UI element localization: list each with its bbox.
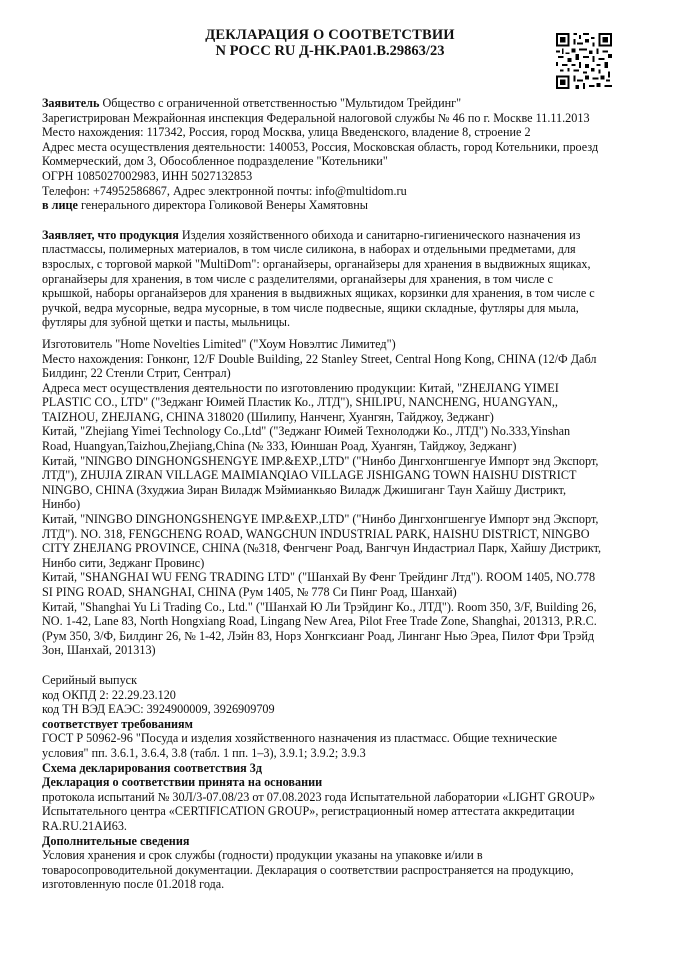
- extra-line: изготовленную после 01.2018 года.: [42, 877, 225, 892]
- manufacturer-line: Изготовитель "Home Novelties Limited" ("Хоум Новэлтис Лимитед"): [42, 336, 396, 351]
- product-line: крышкой, наборы органайзеров для хранения в выдвижных ящиках, корзинки для хранения, в том числе с: [42, 286, 595, 301]
- scheme-label: Схема декларирования соответствия 3д: [42, 760, 263, 775]
- qr-code-icon: [556, 33, 612, 89]
- basis-line: протокола испытаний № 30Л/3-07.08/23 от 07.08.2023 года Испытательной лаборатории «LIGHT GROUP»: [42, 789, 596, 804]
- product-line: [42, 228, 642, 243]
- applicant-line: [42, 96, 642, 111]
- basis-line: RA.RU.21АИ63.: [42, 818, 127, 833]
- applicant-person: [42, 198, 642, 213]
- tnved-code: код ТН ВЭД ЕАЭС: 3924900009, 3926909709: [42, 702, 275, 717]
- product-label: Заявляет, что продукция: [42, 227, 179, 242]
- manufacturer-line: Зон, Шанхай, 201313): [42, 643, 156, 658]
- extra-line: товаросопроводительной документации. Декларация о соответствии распространяется на продукцию,: [42, 862, 574, 877]
- manufacturer-line: Road, Huangyan,Taizhou,Zhejiang,China (№ 333, Юиншан Роад, Хуангян, Тайджоу, Зеджанг): [42, 439, 517, 454]
- applicant-person-name: генерального директора Голиковой Венеры Хамятовны: [77, 198, 368, 213]
- manufacturer-line: SI PING ROAD, SHANGHAI, CHINA (Рум 1405, № 778 Си Пинг Роад, Шанхай): [42, 585, 457, 599]
- applicant-location: Место нахождения: 117342, Россия, город Москва, улица Введенского, владение 8, строение 2: [42, 125, 531, 140]
- extra-section: [42, 834, 642, 892]
- applicant-activity-address-2: Коммерческий, дом 3, Обособленное подразделение "Котельники": [42, 154, 388, 169]
- applicant-name: Общество с ограниченной ответственностью "Мультидом Трейдинг": [99, 96, 462, 110]
- product-line: пластмассы, полимерных материалов, в том числе силикона, в наборах и отдельными предметами, для: [42, 242, 576, 257]
- product-text: Изделия хозяйственного обихода и санитарно-гигиенического назначения из: [178, 227, 581, 242]
- codes-section: [42, 673, 642, 717]
- basis-label: Декларация о соответствии принята на основании: [42, 775, 323, 790]
- requirements-section: [42, 717, 642, 775]
- manufacturer-line: Китай, "Zhejiang Yimei Technology Co.,Ltd" ("Зеджанг Юимей Технолоджи Ко., ЛТД") No.333,Yinshan: [42, 424, 571, 439]
- applicant-activity-address-1: Адрес места осуществления деятельности: 140053, Россия, Московская область, город Котельники, проезд: [42, 139, 599, 154]
- basis-line: Испытательного центра «CERTIFICATION GROUP», регистрационный номер аттестата аккредитации: [42, 804, 575, 819]
- manufacturer-line: Адреса мест осуществления деятельности по изготовлению продукции: Китай, "ZHEJIANG YIMEI: [42, 380, 559, 395]
- manufacturer-line: (Рум 350, 3/Ф, Билдинг 26, № 1-42, Лэйн 83, Норз Хонгксианг Роад, Линганг Нью Эреа, Пилот Фри Трэйд: [42, 628, 595, 643]
- product-line: футляры для зубной щетки и пасты, мыльницы.: [42, 315, 291, 330]
- manufacturer-line: Китай, "Shanghai Yu Li Trading Co., Ltd." ("Шанхай Ю Ли Трэйдинг Ко., ЛТД"). Room 350, 3/F, Building 26,: [42, 599, 597, 614]
- declaration-body: [42, 96, 642, 892]
- applicant-label: Заявитель: [42, 96, 100, 110]
- declaration-number: N РОСС RU Д-HK.PA01.B.29863/23: [215, 43, 445, 59]
- manufacturer-line: Нинбо): [42, 497, 81, 512]
- applicant-section: [42, 96, 642, 213]
- requirements-line: ГОСТ Р 50962-96 "Посуда и изделия хозяйственного назначения из пластмасс. Общие технические: [42, 731, 558, 746]
- product-line: взрослых, с торговой маркой "MultiDom": органайзеры, органайзеры для хранения в выдвижных ящиках,: [42, 256, 591, 271]
- product-line: органайзеры для хранения, в том числе с разделителями, органайзеры для хранения, в том числе с: [42, 271, 553, 286]
- applicant-contacts: Телефон: +74952586867, Адрес электронной почты: info@multidom.ru: [42, 183, 407, 198]
- requirements-line: условия" пп. 3.6.1, 3.6.4, 3.8 (табл. 1 пп. 1–3), 3.9.1; 3.9.2; 3.9.3: [42, 745, 366, 760]
- applicant-registered: Зарегистрирован Межрайонная инспекция Федеральной налоговой службы № 46 по г. Москве 11.11.2013: [42, 110, 590, 125]
- extra-label: Дополнительные сведения: [42, 833, 190, 848]
- manufacturer-line: Место нахождения: Гонконг, 12/F Double Building, 22 Stanley Street, Central Hong Kong, CHINA (12/Ф Дабл: [42, 351, 597, 366]
- manufacturer-section: [42, 337, 642, 658]
- manufacturer-line: Билдинг, 22 Стенли Стрит, Сентрал): [42, 366, 231, 381]
- manufacturer-line: ЛТД"). NO. 318, FENGCHENG ROAD, WANGCHUN INDUSTRIAL PARK, HAISHU DISTRICT, NINGBO: [42, 526, 590, 541]
- manufacturer-line: CITY ZHEJIANG PROVINCE, CHINA (№318, Фенгченг Роад, Вангчун Индастриал Парк, Хайшу Дистрикт,: [42, 541, 602, 556]
- manufacturer-line: Китай, "NINGBO DINGHONGSHENGYE IMP.&EXP.,LTD" ("Нинбо Дингхонгшенгуе Импорт энд Экспорт,: [42, 512, 599, 527]
- requirements-label: соответствует требованиям: [42, 716, 193, 731]
- manufacturer-line: ЛТД"), ZHUJIA ZIRAN VILLAGE MAIMIANQIAO VILLAGE JISHIGANG TOWN HAISHU DISTRICT: [42, 468, 577, 483]
- product-line: ручкой, ведра мусорные, ведра мусорные, в том числе подвесные, ящики складные, футляры для мыла,: [42, 300, 579, 315]
- extra-line: Условия хранения и срок службы (годности) продукции указаны на упаковке и/или в: [42, 848, 483, 863]
- applicant-ogrn: ОГРН 1085027002983, ИНН 5027132853: [42, 168, 253, 183]
- product-section: [42, 228, 642, 330]
- manufacturer-line: NINGBO, CHINA (Зхуджиа Зиран Виладж Мэймианкьяо Виладж Джишиганг Таун Хайшу Дистрикт,: [42, 482, 567, 497]
- basis-section: [42, 775, 642, 833]
- applicant-person-label: в лице: [42, 198, 78, 213]
- manufacturer-line: Нинбо сити, Зеджанг Провинс): [42, 555, 205, 570]
- serial-release: Серийный выпуск: [42, 672, 137, 687]
- title-block: [120, 27, 540, 59]
- page-title: ДЕКЛАРАЦИЯ О СООТВЕТСТВИИ: [205, 27, 455, 43]
- okpd-code: код ОКПД 2: 22.29.23.120: [42, 687, 176, 702]
- manufacturer-line: TAIZHOU, ZHEJIANG, CHINA 318020 (Шилипу, Нанченг, Хуангян, Тайджоу, Зеджанг): [42, 409, 494, 424]
- manufacturer-line: Китай, "NINGBO DINGHONGSHENGYE IMP.&EXP.,LTD" ("Нинбо Дингхонгшенгуе Импорт энд Экспорт,: [42, 453, 599, 468]
- manufacturer-line: NO. 1-42, Lane 83, North Hongxiang Road, Lingang New Area, Pilot Free Trade Zone, Shanghai, 201313, P.R.C.: [42, 614, 597, 629]
- manufacturer-line: Китай, "SHANGHAI WU FENG TRADING LTD" ("Шанхай Ву Фенг Трейдинг Лтд"). ROOM 1405, NO.778: [42, 570, 596, 585]
- manufacturer-line: PLASTIC CO., LTD" ("Зеджанг Юимей Пластик Ко., ЛТД"), SHILIPU, NANCHENG, HUANGYAN,,: [42, 395, 558, 410]
